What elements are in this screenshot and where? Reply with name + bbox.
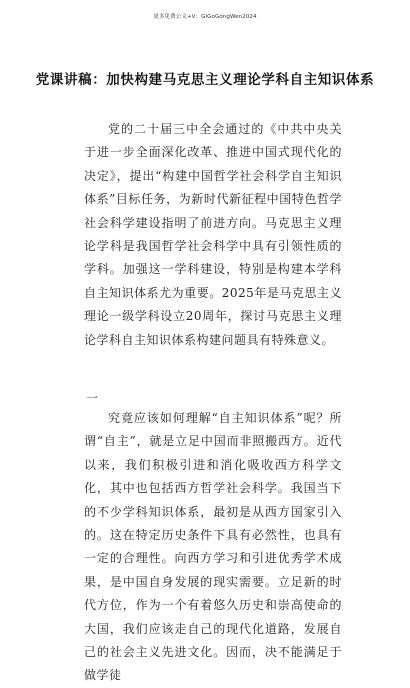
- paragraph-section-one: 究竟应该如何理解“自主知识体系”呢？所谓“自主”，就是立足中国而非照搬西方。近代以来，我们积极引进和消化吸收西方科学文化，其中也包括西方哲学社会科学。我国当下的不少学科知识体系，最初是从西方国家引入的。这在特定历史条件下具有必然性，也具有一定的合理性。向西方学习和引进优秀学术成果，是中国自身发展的现实需要。立足新的时代方位，作为一个有着悠久历史和崇高使命的大国，我们应该走自己的现代化道路，发展自己的社会主义先进文化。因而，决不能满足于做学徒: [84, 411, 342, 683]
- section-marker: 一: [86, 391, 99, 405]
- paragraph-intro: 党的二十届三中全会通过的《中共中央关于进一步全面深化改革、推进中国式现代化的决定》，提出“构建中国哲学社会科学自主知识体系”目标任务，为新时代新征程中国特色哲学社会科学建设指明了前进方向。马克思主义理论学科是我国哲学社会科学中具有引领性质的学科。加强这一学科建设，特别是构建本学科自主知识体系尤为重要。2025年是马克思主义理论一级学科设立20周年，探讨马克思主义理论学科自主知识体系构建问题具有特殊意义。: [84, 122, 342, 347]
- body-section-intro: [84, 118, 342, 352]
- header-note: 更多免费公文+V：GiGoGongWen2024: [153, 14, 257, 20]
- document-title: 党课讲稿：加快构建马克思主义理论学科自主知识体系: [35, 72, 375, 88]
- body-section-one: [84, 407, 342, 688]
